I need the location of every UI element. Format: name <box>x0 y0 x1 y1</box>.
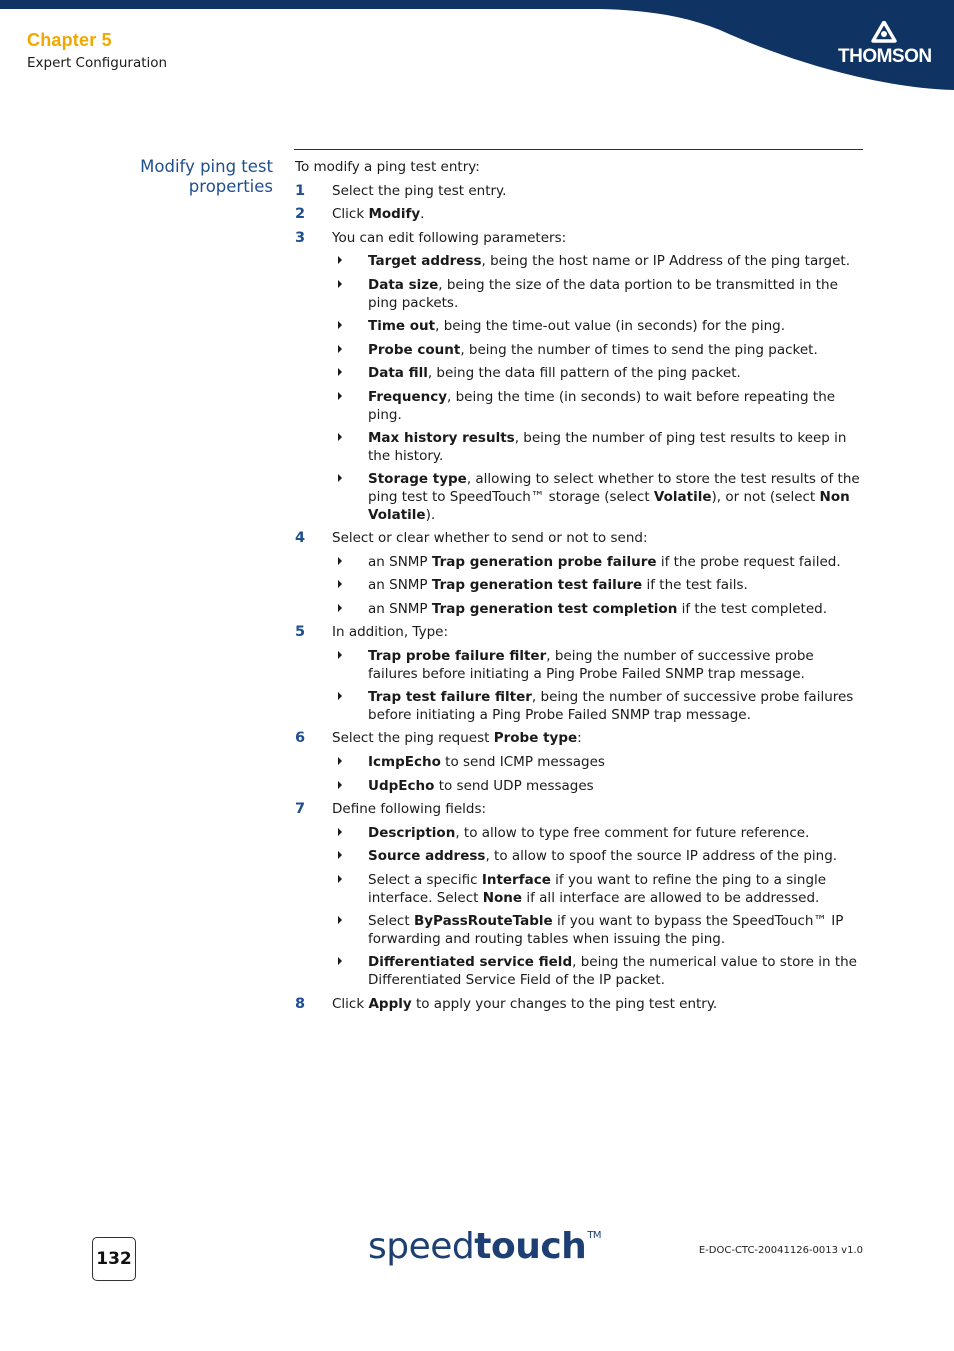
intro-text: To modify a ping test entry: <box>295 159 480 175</box>
bold-term: Max history results <box>368 430 515 447</box>
bullet-list <box>332 253 863 524</box>
text-run: You can edit following parameters: <box>332 229 567 246</box>
bullet-arrow-icon <box>338 557 342 565</box>
bold-term: None <box>482 889 523 906</box>
step-4 <box>295 530 863 618</box>
step-2 <box>295 206 863 224</box>
text-run: Click <box>332 206 369 223</box>
text-run: Select the ping request <box>332 730 494 747</box>
list-item <box>332 648 863 683</box>
logo-text-speed: speed <box>368 1226 475 1267</box>
step-1 <box>295 183 863 201</box>
bold-term: Trap probe failure filter <box>368 648 547 665</box>
bullet-arrow-icon <box>338 651 342 659</box>
step-number: 3 <box>295 229 306 246</box>
bold-term: Data size <box>368 276 439 293</box>
text-run: if the probe request failed. <box>656 553 841 570</box>
bullet-arrow-icon <box>338 474 342 482</box>
step-text <box>332 183 863 201</box>
list-item <box>332 365 863 383</box>
bullet-arrow-icon <box>338 345 342 353</box>
list-item <box>332 554 863 572</box>
list-item <box>332 389 863 424</box>
header-band <box>0 0 954 100</box>
section-content <box>295 159 863 1019</box>
step-number: 6 <box>295 730 306 747</box>
list-item <box>332 825 863 843</box>
text-run: ), or not (select <box>711 488 820 505</box>
bullet-list <box>332 554 863 619</box>
text-run: , being the data fill pattern of the ping packet. <box>427 365 741 382</box>
bold-term: Apply <box>368 995 412 1012</box>
text-run: , allowing to select whether to store the test results of the ping test to SpeedTouch™ storage (select <box>368 471 860 505</box>
bullet-list <box>332 825 863 990</box>
step-text <box>332 730 863 748</box>
text-run: , being the number of successive probe failures before initiating a Ping Probe Failed SNMP trap message. <box>368 648 814 682</box>
bold-term: Description <box>368 824 456 841</box>
logo-text-touch: touch <box>474 1226 587 1267</box>
bullet-arrow-icon <box>338 580 342 588</box>
list-item <box>332 778 863 796</box>
text-run: ). <box>425 506 436 523</box>
bold-term: ByPassRouteTable <box>413 913 553 930</box>
bold-term: Interface <box>481 872 551 888</box>
text-run: In addition, Type: <box>332 624 448 641</box>
text-run: , being the time (in seconds) to wait before repeating the ping. <box>368 388 836 423</box>
text-run: , being the time-out value (in seconds) for the ping. <box>435 318 786 335</box>
document-id: E-DOC-CTC-20041126-0013 v1.0 <box>698 1245 863 1256</box>
text-run: , being the number of successive probe failures before initiating a Ping Probe Failed SNMP trap message. <box>368 689 854 723</box>
text-run: Select or clear whether to send or not to send: <box>332 530 648 547</box>
list-item <box>332 913 863 948</box>
bullet-arrow-icon <box>338 828 342 836</box>
text-run: if you want to refine the ping to a single interface. Select <box>368 872 827 906</box>
text-run: Select the ping test entry. <box>332 182 507 199</box>
text-run: Define following fields: <box>332 801 487 818</box>
chapter-subtitle: Expert Configuration <box>27 55 168 71</box>
thomson-logo-icon <box>871 21 897 43</box>
step-text <box>332 230 863 248</box>
text-run: if all interface are allowed to be addressed. <box>522 889 820 906</box>
bold-term: Differentiated service field <box>368 954 573 971</box>
step-number: 2 <box>295 206 306 223</box>
bullet-arrow-icon <box>338 916 342 924</box>
list-item <box>332 872 863 907</box>
brand-name: THOMSON <box>838 46 932 67</box>
step-6 <box>295 730 863 795</box>
step-8 <box>295 996 863 1014</box>
text-run: . <box>420 206 425 223</box>
text-run: to apply your changes to the ping test entry. <box>411 995 718 1012</box>
bullet-arrow-icon <box>338 757 342 765</box>
bold-term: Trap generation test completion <box>431 600 678 617</box>
list-item <box>332 471 863 524</box>
step-text <box>332 206 863 224</box>
bold-term: UdpEcho <box>368 777 435 794</box>
bold-term: Modify <box>368 206 421 223</box>
text-run: Select <box>368 913 414 930</box>
chapter-label: Chapter 5 <box>27 30 112 50</box>
text-run: , to allow to type free comment for future reference. <box>455 824 810 841</box>
list-item <box>332 754 863 772</box>
text-run: to send UDP messages <box>434 777 594 794</box>
bold-term: Trap test failure filter <box>368 689 532 706</box>
list-item <box>332 577 863 595</box>
bullet-arrow-icon <box>338 875 342 883</box>
bullet-arrow-icon <box>338 280 342 288</box>
bold-term: IcmpEcho <box>368 754 441 771</box>
logo-trademark: TM <box>587 1230 602 1241</box>
bold-term: Probe count <box>368 341 461 358</box>
text-run: an SNMP <box>368 577 432 594</box>
bold-term: Trap generation probe failure <box>431 553 657 570</box>
text-run: , being the size of the data portion to be transmitted in the ping packets. <box>368 276 838 311</box>
bullet-arrow-icon <box>338 433 342 441</box>
bold-term: Time out <box>368 318 436 335</box>
step-number: 8 <box>295 995 306 1012</box>
list-item <box>332 253 863 271</box>
step-7 <box>295 801 863 989</box>
step-3 <box>295 230 863 524</box>
bold-term: Volatile <box>653 488 712 505</box>
step-number: 5 <box>295 624 306 641</box>
step-number: 7 <box>295 801 306 818</box>
section-side-heading: Modify ping test properties <box>140 157 273 196</box>
bullet-arrow-icon <box>338 321 342 329</box>
bold-term: Source address <box>368 848 486 865</box>
step-text <box>332 624 863 642</box>
list-item <box>332 689 863 724</box>
list-item <box>332 318 863 336</box>
bold-term: Non Volatile <box>368 488 850 523</box>
step-5 <box>295 624 863 724</box>
bullet-list <box>332 754 863 795</box>
bold-term: Target address <box>368 253 482 270</box>
step-text <box>332 530 863 548</box>
text-run: if you want to bypass the SpeedTouch™ IP forwarding and routing tables when issuing the ping. <box>368 913 844 947</box>
bullet-arrow-icon <box>338 851 342 859</box>
text-run: an SNMP <box>368 553 432 570</box>
bullet-list <box>332 648 863 724</box>
bold-term: Frequency <box>368 388 448 405</box>
text-run: , being the number of ping test results to keep in the history. <box>368 430 847 464</box>
bullet-arrow-icon <box>338 392 342 400</box>
bullet-arrow-icon <box>338 781 342 789</box>
list-item <box>332 954 863 989</box>
speedtouch-logo <box>368 1226 601 1267</box>
bullet-arrow-icon <box>338 957 342 965</box>
step-number: 1 <box>295 182 306 199</box>
text-run: , to allow to spoof the source IP address of the ping. <box>485 848 838 865</box>
list-item <box>332 430 863 465</box>
text-run: if the test fails. <box>642 577 748 594</box>
bullet-arrow-icon <box>338 604 342 612</box>
text-run: if the test completed. <box>677 600 827 617</box>
bold-term: Storage type <box>368 471 467 488</box>
step-number: 4 <box>295 530 306 547</box>
list-item <box>332 277 863 312</box>
text-run: , being the host name or IP Address of the ping target. <box>481 253 851 270</box>
bullet-arrow-icon <box>338 256 342 264</box>
list-item <box>332 601 863 619</box>
list-item <box>332 848 863 866</box>
bold-term: Data fill <box>368 365 428 382</box>
bold-term: Trap generation test failure <box>431 577 643 594</box>
procedure-steps <box>295 183 863 1014</box>
step-text <box>332 801 863 819</box>
step-text <box>332 996 863 1014</box>
text-run: , being the numerical value to store in the Differentiated Service Field of the IP packet. <box>368 954 857 988</box>
text-run: Click <box>332 995 369 1012</box>
text-run: , being the number of times to send the ping packet. <box>460 341 818 358</box>
bullet-arrow-icon <box>338 692 342 700</box>
text-run: Select a specific <box>368 872 482 888</box>
section-divider <box>294 149 863 150</box>
bullet-arrow-icon <box>338 368 342 376</box>
text-run: : <box>577 730 582 747</box>
list-item <box>332 342 863 360</box>
text-run: to send ICMP messages <box>440 754 605 771</box>
bold-term: Probe type <box>493 730 578 747</box>
page-number: 132 <box>92 1237 136 1281</box>
text-run: an SNMP <box>368 600 432 617</box>
